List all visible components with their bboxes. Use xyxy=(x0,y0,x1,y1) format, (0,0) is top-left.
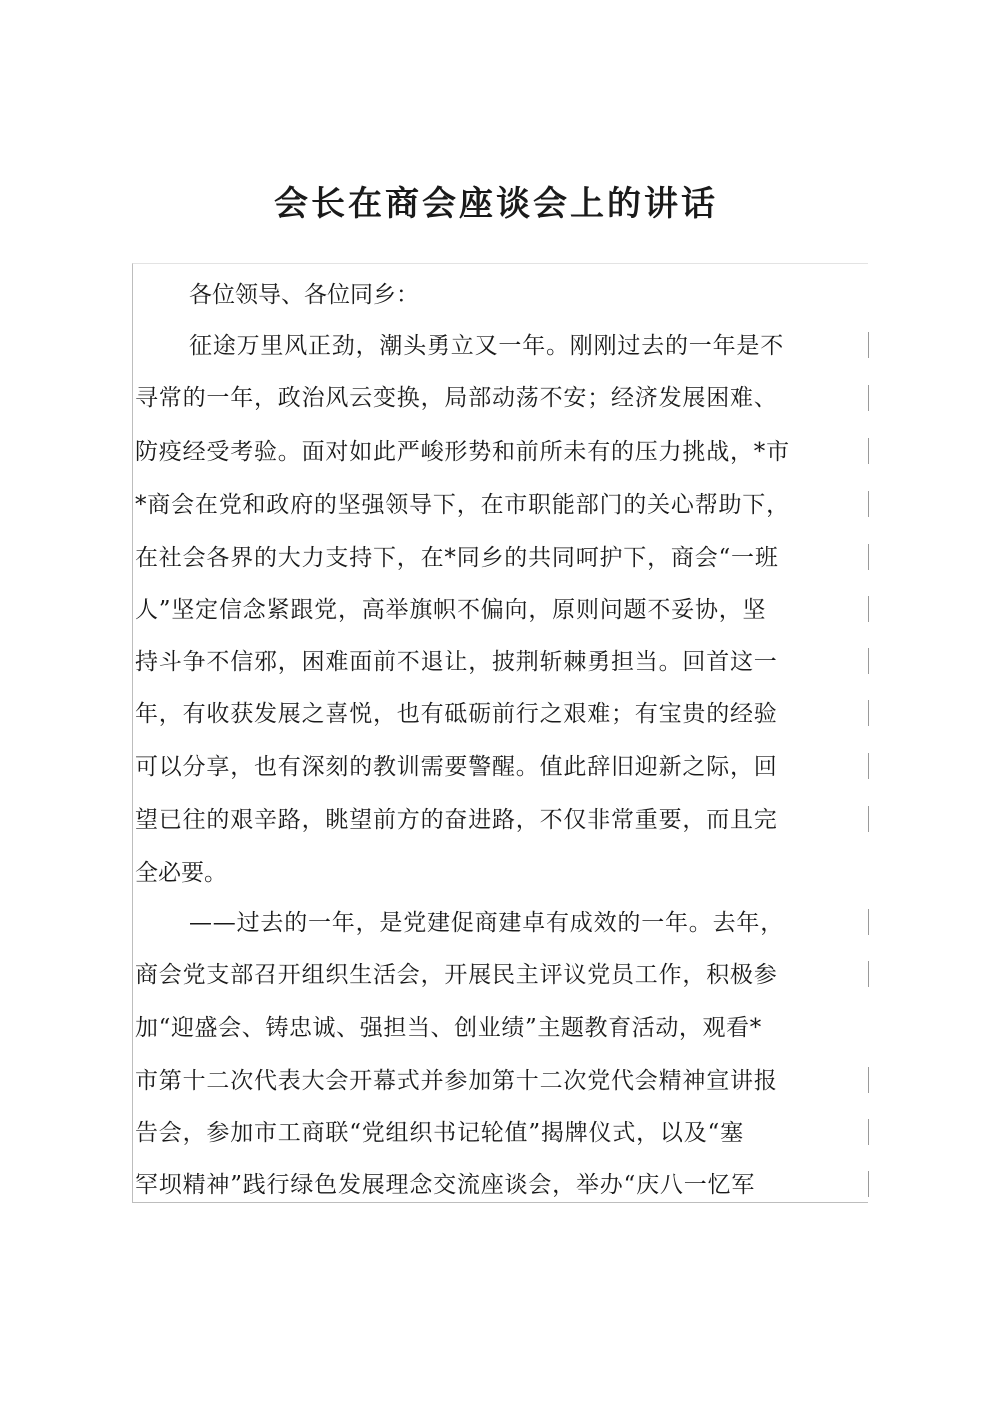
edge-mark xyxy=(868,596,869,622)
paragraph-1-line-9: 可以分享，也有深刻的教训需要警醒。值此辞旧迎新之际，回 xyxy=(135,754,778,780)
salutation-line: 各位领导、各位同乡： xyxy=(189,282,419,308)
edge-mark xyxy=(868,806,869,832)
paragraph-1-line-11: 全必要。 xyxy=(135,860,227,886)
paragraph-1-line-10: 望已往的艰辛路，眺望前方的奋进路，不仅非常重要，而且完 xyxy=(135,807,778,833)
paragraph-1-line-3: 防疫经受考验。面对如此严峻形势和前所未有的压力挑战，*市 xyxy=(135,439,790,465)
paragraph-1-line-2: 寻常的一年，政治风云变换，局部动荡不安；经济发展困难、 xyxy=(135,385,778,411)
edge-mark xyxy=(868,1119,869,1145)
paragraph-1-line-1: 征途万里风正劲，潮头勇立又一年。刚刚过去的一年是不 xyxy=(189,333,784,359)
edge-mark xyxy=(868,385,869,411)
edge-mark xyxy=(868,491,869,517)
paragraph-1-line-7: 持斗争不信邪，困难面前不退让，披荆斩棘勇担当。回首这一 xyxy=(135,649,778,675)
edge-mark xyxy=(868,700,869,726)
edge-mark xyxy=(868,1067,869,1093)
edge-mark xyxy=(868,909,869,935)
paragraph-1-line-8: 年，有收获发展之喜悦，也有砥砺前行之艰难；有宝贵的经验 xyxy=(135,701,778,727)
paragraph-2-line-3: 加“迎盛会、铸忠诚、强担当、创业绩”主题教育活动，观看* xyxy=(135,1015,762,1041)
edge-mark xyxy=(868,332,869,358)
paragraph-1-line-6: 人”坚定信念紧跟党，高举旗帜不偏向，原则问题不妥协，坚 xyxy=(135,597,767,623)
edge-mark xyxy=(868,1171,869,1197)
edge-mark xyxy=(868,544,869,570)
paragraph-2-line-2: 商会党支部召开组织生活会，开展民主评议党员工作，积极参 xyxy=(135,962,778,988)
paragraph-1-line-4: *商会在党和政府的坚强领导下，在市职能部门的关心帮助下， xyxy=(135,492,790,518)
paragraph-2-line-6: 罕坝精神”践行绿色发展理念交流座谈会，举办“庆八一忆军 xyxy=(135,1172,756,1198)
edge-mark xyxy=(868,438,869,464)
document-title: 会长在商会座谈会上的讲话 xyxy=(274,184,718,224)
paragraph-1-line-5: 在社会各界的大力支持下，在*同乡的共同呵护下，商会“一班 xyxy=(135,545,779,571)
paragraph-2-line-5: 告会，参加市工商联“党组织书记轮值”揭牌仪式，以及“塞 xyxy=(135,1120,744,1146)
paragraph-2-line-4: 市第十二次代表大会开幕式并参加第十二次党代会精神宣讲报 xyxy=(135,1068,778,1094)
edge-mark xyxy=(868,753,869,779)
edge-mark xyxy=(868,961,869,987)
paragraph-2-line-1: ——过去的一年，是党建促商建卓有成效的一年。去年， xyxy=(189,910,784,936)
edge-mark xyxy=(868,648,869,674)
